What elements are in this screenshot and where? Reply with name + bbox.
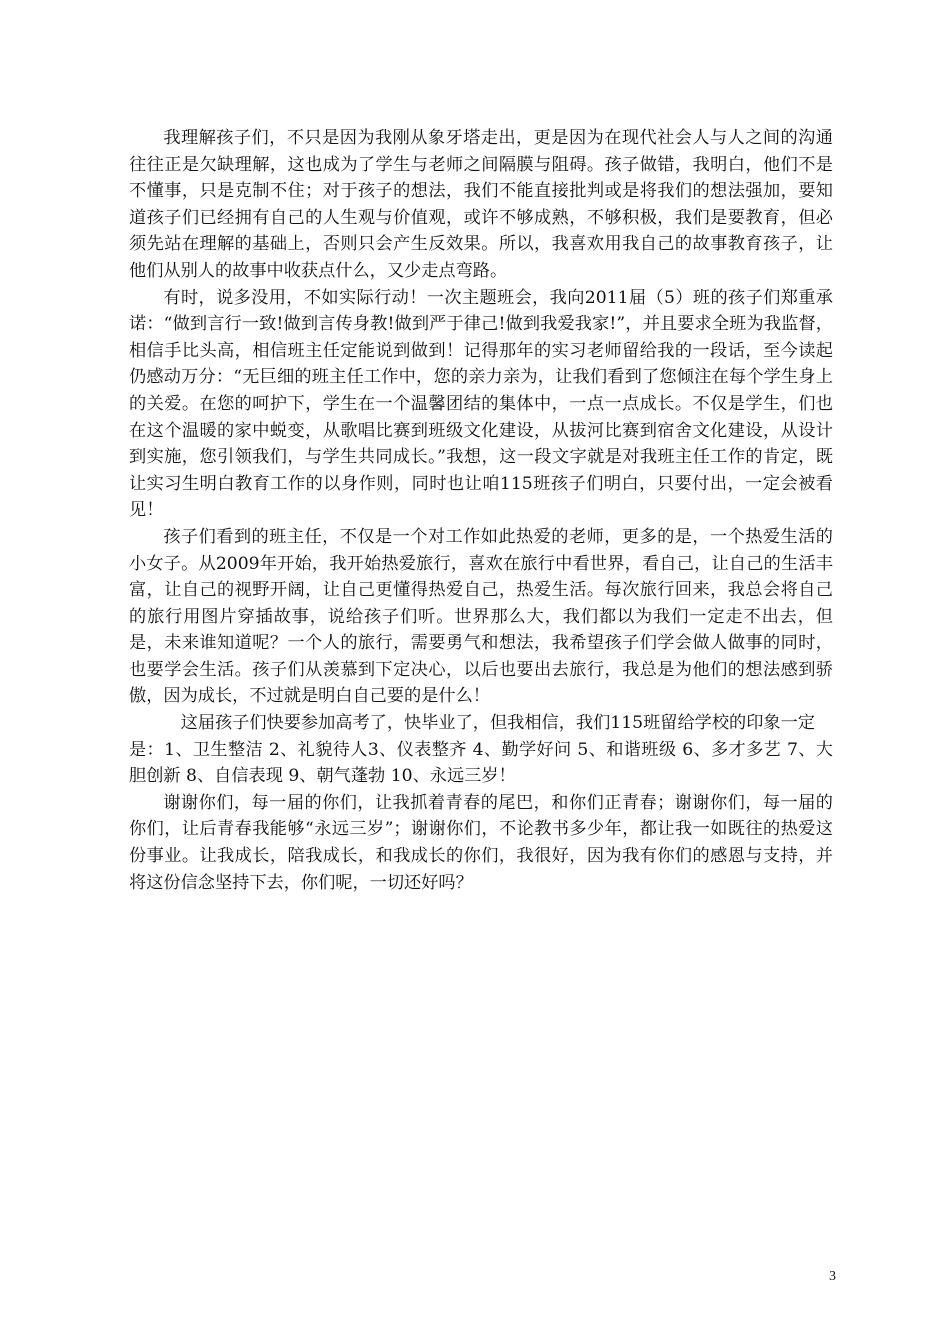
paragraph-understanding: 我理解孩子们，不只是因为我刚从象牙塔走出，更是因为在现代社会人与人之间的沟通往往正是欠缺理解，这也成为了学生与老师之间隔膜与阻碍。孩子做错，我明白，他们不是不懂事，只是克制不住；对于孩子的想法，我们不能直接批判或是将我们的想法强加，要知道孩子们已经拥有自己的人生观与价值观，或许不够成熟，不够积极，我们是要教育，但必须先站在理解的基础上，否则只会产生反效果。所以，我喜欢用我自己的故事教育孩子，让他们从别人的故事中收获点什么，又少走点弯路。 xyxy=(129,128,833,281)
paragraph-action: 有时，说多没用，不如实际行动！一次主题班会，我向2011届（5）班的孩子们郑重承诺：“做到言行一致!做到言传身教!做到严于律己!做到我爱我家!”，并且要求全班为我监督，相信手比头高，相信班主任定能说到做到！记得那年的实习老师留给我的一段话，至今读起仍感动万分：“无巨细的班主任工作中，您的亲力亲为，让我们看到了您倾注在每个学生身上的关爱。在您的呵护下，学生在一个温馨团结的集体中，一点一点成长。不仅是学生，们也在这个温暖的家中蜕变，从歌唱比赛到班级文化建设，从拔河比赛到宿舍文化建设，从设计到实施，您引领我们，与学生共同成长。”我想，这一段文字就是对我班主任工作的肯定，既让实习生明白教育工作的以身作则，同时也让咱115班孩子们明白，只要付出，一定会被看见！ xyxy=(129,287,833,521)
paragraph-thanks: 谢谢你们，每一届的你们，让我抓着青春的尾巴，和你们正青春；谢谢你们，每一届的你们，让后青春我能够“永远三岁”；谢谢你们，不论教书多少年，都让我一如既往的热爱这份事业。让我成长，陪我成长，和我成长的你们，我很好，因为我有你们的感恩与支持，并将这份信念坚持下去，你们呢，一切还好吗？ xyxy=(129,792,833,893)
paragraph-class-list: 是：1、卫生整洁 2、礼貌待人3、仪表整齐 4、勤学好问 5、和谐班级 6、多才多艺 7、大胆创新 8、自信表现 9、朝气蓬勃 10、永远三岁！ xyxy=(129,739,833,787)
paragraph-travel: 孩子们看到的班主任，不仅是一个对工作如此热爱的老师，更多的是，一个热爱生活的小女子。从2009年开始，我开始热爱旅行，喜欢在旅行中看世界，看自己，让自己的生活丰富，让自己的视野开阔，让自己更懂得热爱自己，热爱生活。每次旅行回来，我总会将自己的旅行用图片穿插故事，说给孩子们听。世界那么大，我们都以为我们一定走不出去，但是，未来谁知道呢？一个人的旅行，需要勇气和想法，我希望孩子们学会做人做事的同时，也要学会生活。孩子们从羡慕到下定决心，以后也要出去旅行，我总是为他们的想法感到骄傲，因为成长，不过就是明白自己要的是什么！ xyxy=(129,526,833,707)
paragraph-graduation: 这届孩子们快要参加高考了，快毕业了，但我相信，我们115班留给学校的印象一定 xyxy=(180,713,815,734)
document-body xyxy=(129,125,833,896)
page-number: 3 xyxy=(829,1269,836,1284)
